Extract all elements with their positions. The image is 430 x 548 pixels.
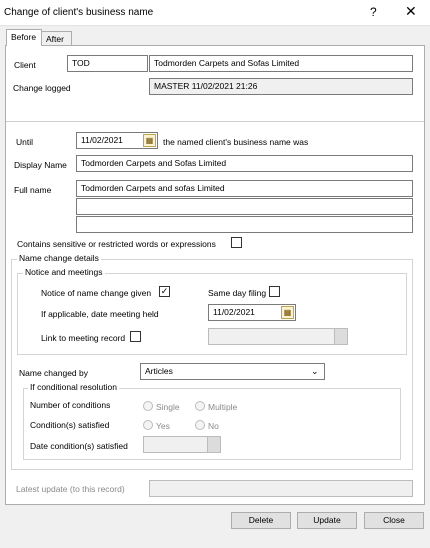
- until-description: the named client's business name was: [163, 137, 309, 147]
- yes-radio[interactable]: [143, 420, 153, 430]
- yes-label: Yes: [156, 421, 170, 431]
- name-changed-by-value: Articles: [145, 366, 173, 376]
- name-changed-by-label: Name changed by: [19, 368, 88, 378]
- multiple-label: Multiple: [208, 402, 238, 412]
- no-radio[interactable]: [195, 420, 205, 430]
- notice-meetings-title: Notice and meetings: [25, 267, 103, 277]
- client-name-field[interactable]: Todmorden Carpets and Sofas Limited: [149, 55, 413, 72]
- link-meeting-checkbox[interactable]: [130, 331, 141, 342]
- conditional-resolution-title: If conditional resolution: [30, 382, 117, 392]
- tab-after[interactable]: After: [41, 31, 72, 46]
- full-name-line-1[interactable]: Todmorden Carpets and sofas Limited: [76, 180, 413, 197]
- notice-given-checkbox[interactable]: ✓: [160, 286, 169, 296]
- separator: [6, 121, 424, 122]
- close-button[interactable]: Close: [364, 512, 424, 529]
- number-of-conditions-label: Number of conditions: [30, 400, 111, 410]
- same-day-filing-label: Same day filing: [208, 288, 267, 298]
- help-button[interactable]: ?: [370, 5, 377, 19]
- chevron-down-icon[interactable]: ⌄: [311, 366, 319, 376]
- meeting-date-field[interactable]: 11/02/2021: [208, 304, 296, 321]
- conditions-satisfied-label: Condition(s) satisfied: [30, 420, 110, 430]
- tab-before[interactable]: Before: [6, 29, 42, 46]
- meeting-date-label: If applicable, date meeting held: [41, 309, 159, 319]
- client-code-field[interactable]: TOD: [67, 55, 148, 72]
- client-label: Client: [14, 60, 36, 70]
- update-button[interactable]: Update: [297, 512, 357, 529]
- display-name-label: Display Name: [14, 160, 67, 170]
- date-satisfied-label: Date condition(s) satisfied: [30, 441, 128, 451]
- calendar-icon[interactable]: ▦: [143, 134, 156, 147]
- window-title: Change of client's business name: [4, 7, 154, 18]
- meeting-record-button: [334, 329, 347, 344]
- close-window-button[interactable]: ✕: [405, 3, 417, 19]
- change-logged-label: Change logged: [13, 83, 71, 93]
- multiple-radio[interactable]: [195, 401, 205, 411]
- latest-update-label: Latest update (to this record): [16, 484, 125, 494]
- delete-button[interactable]: Delete: [231, 512, 291, 529]
- single-label: Single: [156, 402, 180, 412]
- link-meeting-label: Link to meeting record: [41, 333, 126, 343]
- latest-update-field: [149, 480, 413, 497]
- change-logged-field: MASTER 11/02/2021 21:26: [149, 78, 413, 95]
- until-label: Until: [16, 137, 34, 147]
- sensitive-checkbox[interactable]: [231, 237, 242, 248]
- calendar-icon[interactable]: ▦: [281, 306, 294, 319]
- full-name-line-2[interactable]: [76, 198, 413, 215]
- same-day-filing-checkbox[interactable]: [269, 286, 280, 297]
- until-date-field[interactable]: 11/02/2021: [76, 132, 158, 149]
- sensitive-label: Contains sensitive or restricted words or expressions: [17, 239, 216, 249]
- full-name-line-3[interactable]: [76, 216, 413, 233]
- display-name-field[interactable]: Todmorden Carpets and Sofas Limited: [76, 155, 413, 172]
- single-radio[interactable]: [143, 401, 153, 411]
- date-satisfied-button: [207, 437, 220, 452]
- name-changed-by-select[interactable]: [140, 363, 325, 380]
- full-name-label: Full name: [14, 185, 52, 195]
- meeting-record-field: [208, 328, 348, 345]
- name-change-details-title: Name change details: [19, 253, 99, 263]
- no-label: No: [208, 421, 219, 431]
- notice-given-label: Notice of name change given: [41, 288, 152, 298]
